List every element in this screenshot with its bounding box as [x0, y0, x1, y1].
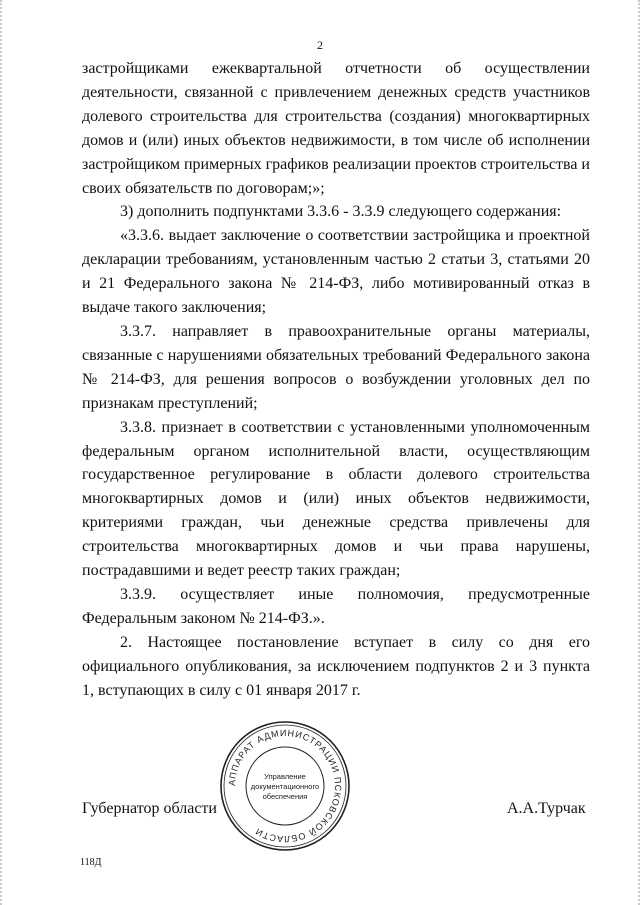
signatory-name: А.А.Турчак [507, 800, 586, 817]
signatory-position: Губернатор области [82, 800, 217, 817]
stamp-line: обеспечения [262, 792, 308, 801]
paragraph: 3.3.7. направляет в правоохранительные органы материалы, связанные с нарушениями обязательных требований Федерального закона № 214-ФЗ, для решения вопросов о возбуждении уголовных дел по признакам преступлений; [82, 322, 590, 412]
paragraph: 2. Настоящее постановление вступает в силу со дня его официального опубликования, за исключением подпунктов 2 и 3 пункта 1, вступающих в силу с 01 января 2017 г. [82, 633, 590, 699]
document-code: 118Д [80, 857, 102, 868]
paragraph: «3.3.6. выдает заключение о соответствии застройщика и проектной декларации требованиям, установленным частью 2 статьи 3, статьями 20 и 21 Федерального закона № 214-ФЗ, либо мотивированный отказ в выдаче такого заключения; [82, 227, 590, 317]
page-number: 2 [317, 38, 323, 52]
scan-edge-left [0, 0, 5, 905]
paragraph: 3.3.8. признает в соответствии с установленными уполномоченным федеральным органом исполнительной власти, осуществляющим государственное регулирование в области долевого строительства многоквартирных домов и (или) иных объектов недвижимости, критериями граждан, чьи денежные средства привлечены для строительства многоквартирных домов и чьи права нарушены, пострадавшими и ведет реестр таких граждан; [82, 418, 590, 580]
scan-edge-right [635, 0, 640, 905]
document-body [82, 57, 590, 702]
stamp-line: документационного [250, 782, 320, 791]
paragraph: застройщиками ежеквартальной отчетности об осуществлении деятельности, связанной с привлечением денежных средств участников долевого строительства для строительства (создания) многоквартирных домов и (или) иных объектов недвижимости, в том числе об исполнении застройщиком примерных графиков реализации проектов строительства и своих обязательств по договорам;»; [82, 60, 590, 197]
stamp-line: Управление [264, 772, 306, 781]
stamp-ring-text: АППАРАТ АДМИНИСТРАЦИИ ПСКОВСКОЙ ОБЛАСТИ [226, 727, 344, 845]
paragraph: 3.3.9. осуществляет иные полномочия, предусмотренные Федеральным законом № 214-ФЗ.». [82, 585, 590, 627]
official-stamp [218, 719, 352, 853]
paragraph: 3) дополнить подпунктами 3.3.6 - 3.3.9 следующего содержания: [120, 203, 562, 221]
